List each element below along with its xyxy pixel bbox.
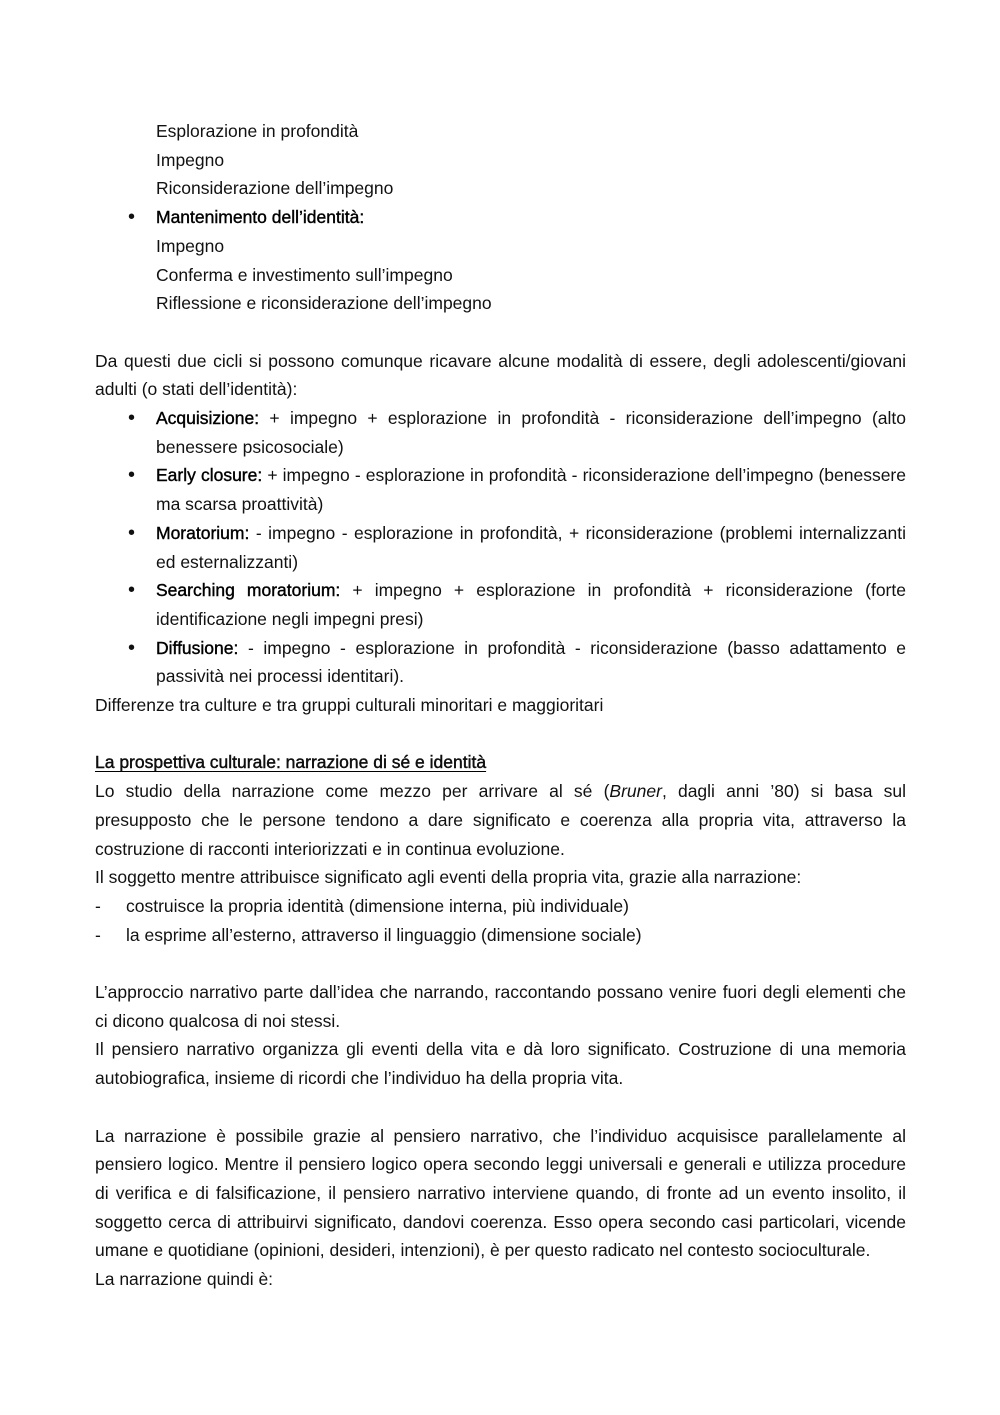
status-description: + impegno - esplorazione in profondità - riconsiderazione dell’impegno (benessere ma scarsa proattività) bbox=[156, 465, 906, 515]
page-content bbox=[95, 117, 906, 1294]
list-item bbox=[95, 461, 906, 518]
section-heading-text: La prospettiva culturale: narrazione di sé e identità bbox=[95, 752, 487, 773]
narration-paragraph: La narrazione è possibile grazie al pensiero narrativo, che l’individuo acquisisce parallelamente al pensiero logico. Mentre il pensiero logico opera secondo leggi universali e generali e utilizza procedure di verifica e di falsificazione, il pensiero narrativo interviene quando, di fronte ad un evento insolito, il soggetto cerca di attribuirvi significato, dandovi coerenza. Esso opera secondo casi particolari, vicende umane e quotidiane (opinioni, desideri, intenzioni), è per questo radicato nel contesto socioculturale. bbox=[95, 1125, 906, 1261]
maintenance-list bbox=[95, 203, 906, 232]
author-name: Bruner bbox=[609, 781, 662, 802]
dash-icon: - bbox=[95, 924, 101, 945]
list-item-text: costruisce la propria identità (dimensione interna, più individuale) bbox=[126, 895, 629, 916]
phase-line: Conferma e investimento sull’impegno bbox=[156, 264, 453, 285]
phase-line: Esplorazione in profondità bbox=[156, 121, 359, 141]
phase-line: Impegno bbox=[156, 149, 225, 170]
bullet-icon: • bbox=[128, 579, 136, 602]
phase-line: Riconsiderazione dell’impegno bbox=[156, 178, 394, 199]
narration-paragraph: La narrazione quindi è: bbox=[95, 1269, 274, 1290]
maintenance-title: Mantenimento dell’identità: bbox=[156, 207, 365, 228]
list-item bbox=[95, 634, 906, 691]
list-item-text: la esprime all’esterno, attraverso il linguaggio (dimensione sociale) bbox=[126, 924, 642, 945]
narration-paragraph: Il pensiero narrativo organizza gli eventi della vita e dà loro significato. Costruzione di una memoria autobiografica, insieme di ricordi che l’individuo ha della propria vita. bbox=[95, 1039, 906, 1089]
bullet-icon: • bbox=[128, 636, 136, 659]
status-description: - impegno - esplorazione in profondità, + riconsiderazione (problemi internalizzanti ed esternalizzanti) bbox=[156, 522, 906, 572]
list-item bbox=[95, 203, 906, 232]
phase-line: Impegno bbox=[156, 235, 225, 256]
status-description: - impegno - esplorazione in profondità - riconsiderazione (basso adattamento e passività nei processi identitari). bbox=[156, 637, 906, 687]
bullet-icon: • bbox=[128, 407, 136, 430]
status-description: + impegno + esplorazione in profondità + riconsiderazione (forte identificazione negli impegni presi) bbox=[156, 580, 906, 629]
text-run: , dagli anni ’80) si basa sul presupposto che le persone tendono a dare significato e coerenza alla propria vita, attraverso la costruzione di racconti interiorizzati e in continua evoluzione. bbox=[95, 781, 907, 859]
status-term: Acquisizione: bbox=[156, 408, 260, 429]
bullet-icon: • bbox=[128, 206, 136, 229]
status-term: Early closure: bbox=[156, 465, 263, 486]
differences-line: Differenze tra culture e tra gruppi culturali minoritari e maggioritari bbox=[95, 695, 604, 716]
status-description: + impegno + esplorazione in profondità - riconsiderazione dell’impegno (alto benessere psicosociale) bbox=[156, 408, 906, 457]
bullet-icon: • bbox=[128, 464, 136, 487]
intro-paragraph: Da questi due cicli si possono comunque ricavare alcune modalità di essere, degli adolescenti/giovani adulti (o stati dell’identità): bbox=[95, 350, 906, 400]
status-term: Searching moratorium: bbox=[156, 580, 341, 601]
list-item bbox=[95, 576, 906, 633]
list-item bbox=[95, 921, 906, 950]
dimension-list bbox=[95, 892, 906, 949]
list-item bbox=[95, 892, 906, 921]
phase-line: Riflessione e riconsiderazione dell’impegno bbox=[156, 293, 492, 314]
text-run: Lo studio della narrazione come mezzo per arrivare al sé ( bbox=[95, 781, 610, 802]
narration-paragraph bbox=[95, 777, 906, 863]
status-term: Diffusione: bbox=[156, 637, 239, 658]
bullet-icon: • bbox=[128, 521, 136, 544]
narration-paragraph: L’approccio narrativo parte dall’idea che narrando, raccontando possano venire fuori degli elementi che ci dicono qualcosa di noi stessi. bbox=[95, 982, 906, 1031]
list-item bbox=[95, 519, 906, 576]
section-heading bbox=[95, 748, 906, 777]
narration-paragraph: Il soggetto mentre attribuisce significato agli eventi della propria vita, grazie alla narrazione: bbox=[95, 867, 802, 888]
identity-status-list bbox=[95, 404, 906, 691]
dash-icon: - bbox=[95, 895, 101, 916]
status-term: Moratorium: bbox=[156, 522, 250, 543]
list-item bbox=[95, 404, 906, 461]
